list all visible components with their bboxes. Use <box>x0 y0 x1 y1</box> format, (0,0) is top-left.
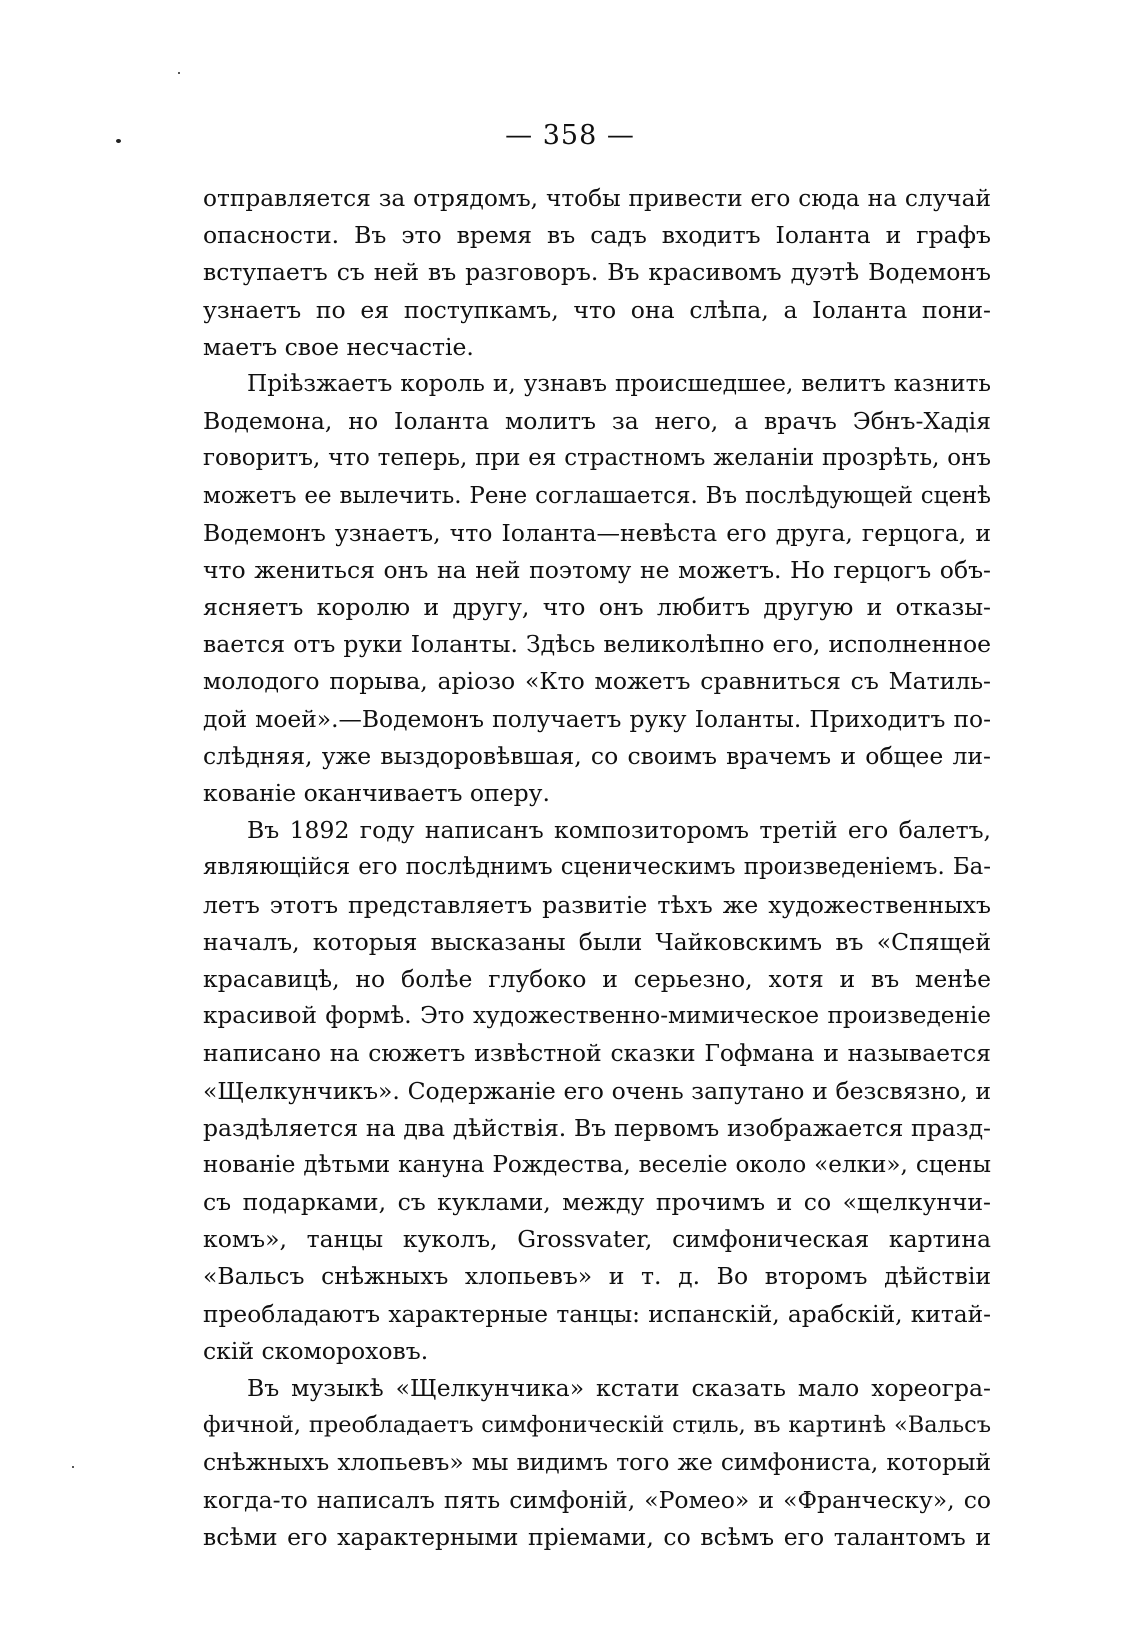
text-line: написано на сюжетъ извѣстной сказки Гофмана и называется <box>203 1039 991 1068</box>
text-line: отправляется за отрядомъ, чтобы привести его сюда на случай <box>203 185 991 212</box>
text-line: летъ этотъ представляетъ развитіе тѣхъ же художественныхъ <box>203 890 991 919</box>
paragraph <box>203 366 991 812</box>
page-number: — 358 — <box>505 120 635 151</box>
text-line: съ подарками, съ куклами, между прочимъ и со «щелкунчи- <box>203 1188 991 1217</box>
text-line: дой моей».—Водемонъ получаетъ руку Іоланты. Приходитъ по- <box>203 704 991 733</box>
text-line: раздѣляется на два дѣйствія. Въ первомъ изображается празд- <box>203 1113 991 1142</box>
paragraph <box>203 1370 991 1556</box>
text-line: Водемонъ узнаетъ, что Іоланта—невѣста его друга, герцога, и <box>203 518 991 547</box>
paragraph <box>203 180 991 366</box>
text-line: нованіе дѣтьми кануна Рождества, веселіе около «елки», сцены <box>203 1151 991 1178</box>
text-line: когда-то написалъ пять симфоній, «Ромео» и «Франческу», со <box>203 1485 991 1514</box>
text-line: скій скомороховъ. <box>203 1336 429 1365</box>
text-line: узнаетъ по ея поступкамъ, что она слѣпа, а Іоланта пони- <box>203 295 991 324</box>
text-line: Водемона, но Іоланта молитъ за него, а врачъ Эбнъ-Хадія <box>203 407 991 436</box>
text-line: Въ 1892 году написанъ композиторомъ третій его балетъ, <box>247 816 991 845</box>
text-line: слѣдняя, уже выздоровѣвшая, со своимъ врачемъ и общее ли- <box>203 741 991 770</box>
text-line: что жениться онъ на ней поэтому не можетъ. Но герцогъ объ- <box>203 555 991 584</box>
text-line: «Вальсъ снѣжныхъ хлопьевъ» и т. д. Во второмъ дѣйствіи <box>203 1262 991 1291</box>
text-line: красавицѣ, но болѣе глубоко и серьезно, хотя и въ менѣе <box>203 964 991 993</box>
text-line: кованіе оканчиваетъ оперу. <box>203 779 550 807</box>
scan-speck <box>178 72 180 74</box>
text-line: вступаетъ съ ней въ разговоръ. Въ красивомъ дуэтѣ Водемонъ <box>203 258 991 287</box>
text-line: Въ музыкѣ «Щелкунчика» кстати сказать мало хореогра- <box>247 1374 991 1402</box>
text-line: Пріѣзжаетъ король и, узнавъ происшедшее, велитъ казнить <box>247 370 991 397</box>
text-line: «Щелкунчикъ». Содержаніе его очень запутано и безсвязно, и <box>203 1076 991 1105</box>
text-line: снѣжныхъ хлопьевъ» мы видимъ того же симфониста, который <box>203 1448 991 1477</box>
text-line: началъ, которыя высказаны были Чайковскимъ въ «Спящей <box>203 927 991 956</box>
text-line: фичной, преобладаетъ симфоническій стиль, въ картинѣ «Вальсъ <box>203 1412 991 1439</box>
body-text <box>203 180 991 1556</box>
text-line: говоритъ, что теперь, при ея страстномъ желаніи прозрѣть, онъ <box>203 445 991 472</box>
text-line: можетъ ее вылечить. Рене соглашается. Въ послѣдующей сценѣ <box>203 482 991 509</box>
text-line: ясняетъ королю и другу, что онъ любитъ другую и отказы- <box>203 593 991 622</box>
text-line: комъ», танцы куколъ, Grossvater, симфоническая картина <box>203 1225 991 1254</box>
text-line: маетъ свое несчастіе. <box>203 332 474 361</box>
text-line: вается отъ руки Іоланты. Здѣсь великолѣпно его, исполненное <box>203 630 991 659</box>
scan-speck <box>72 1466 74 1468</box>
text-line: преобладаютъ характерные танцы: испанскій, арабскій, китай- <box>203 1300 991 1328</box>
text-line: красивой формѣ. Это художественно-мимическое произведеніе <box>203 1003 991 1030</box>
paragraph <box>203 812 991 1370</box>
text-line: молодого порыва, аріозо «Кто можетъ сравниться съ Матиль- <box>203 667 991 696</box>
text-line: опасности. Въ это время въ садъ входитъ Іоланта и графъ <box>203 221 991 250</box>
text-line: являющійся его послѣднимъ сценическимъ произведеніемъ. Ба- <box>203 854 991 881</box>
text-line: всѣми его характерными пріемами, со всѣмъ его талантомъ и <box>203 1522 991 1551</box>
